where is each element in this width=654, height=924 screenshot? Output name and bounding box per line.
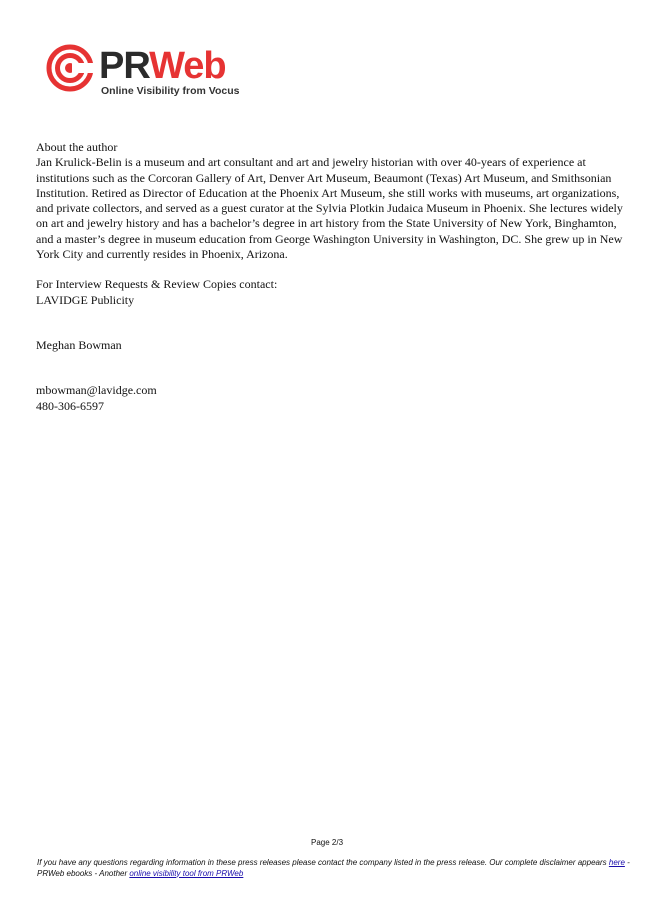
visibility-tool-link[interactable]: online visibility tool from PRWeb [129, 868, 244, 878]
contact-name: Meghan Bowman [36, 337, 122, 352]
prweb-logo [46, 44, 246, 100]
disclaimer-text-2: - PRWeb ebooks - Another [37, 858, 630, 878]
author-bio: Jan Krulick-Belin is a museum and art consultant and art and jewelry historian with over 40-years of experience at institutions such as the Corcoran Gallery of Art, Denver Art Museum, Beaumont (Texas) Art Museum, and Smithsonian Institution. Retired as Director of Education at the Phoenix Art Museum, she still works with museums, art organizations, and private collectors, and served as a guest curator at the Sylvia Plotkin Judaica Museum in Phoenix. She lectures widely on art and jewelry history and has a bachelor’s degree in art history from the State University of New York, Binghamton, and a master’s degree in museum education from George Washington University in Washington, DC. She grew up in New York City and currently resides in Phoenix, Arizona. [36, 155, 623, 262]
disclaimer-text-1: If you have any questions regarding information in these press releases please contact the company listed in the press release. Our complete disclaimer appears [37, 858, 609, 867]
contact-intro: For Interview Requests & Review Copies contact: [36, 277, 278, 292]
disclaimer-here-link[interactable]: here [608, 858, 625, 867]
contact-org: LAVIDGE Publicity [36, 292, 135, 307]
author-heading: About the author [36, 140, 118, 154]
logo-word-web: Web [149, 45, 226, 87]
release-body [36, 140, 636, 414]
logo-tagline: Online Visibility from Vocus [101, 85, 240, 97]
prweb-target-icon [46, 44, 94, 92]
logo-word-pr: PR [99, 45, 150, 87]
contact-phone: 480-306-6597 [36, 398, 104, 413]
logo-wordmark [99, 46, 226, 86]
contact-email: mbowman@lavidge.com [36, 383, 157, 398]
page-number: Page 2/3 [310, 838, 344, 847]
disclaimer [37, 858, 637, 879]
